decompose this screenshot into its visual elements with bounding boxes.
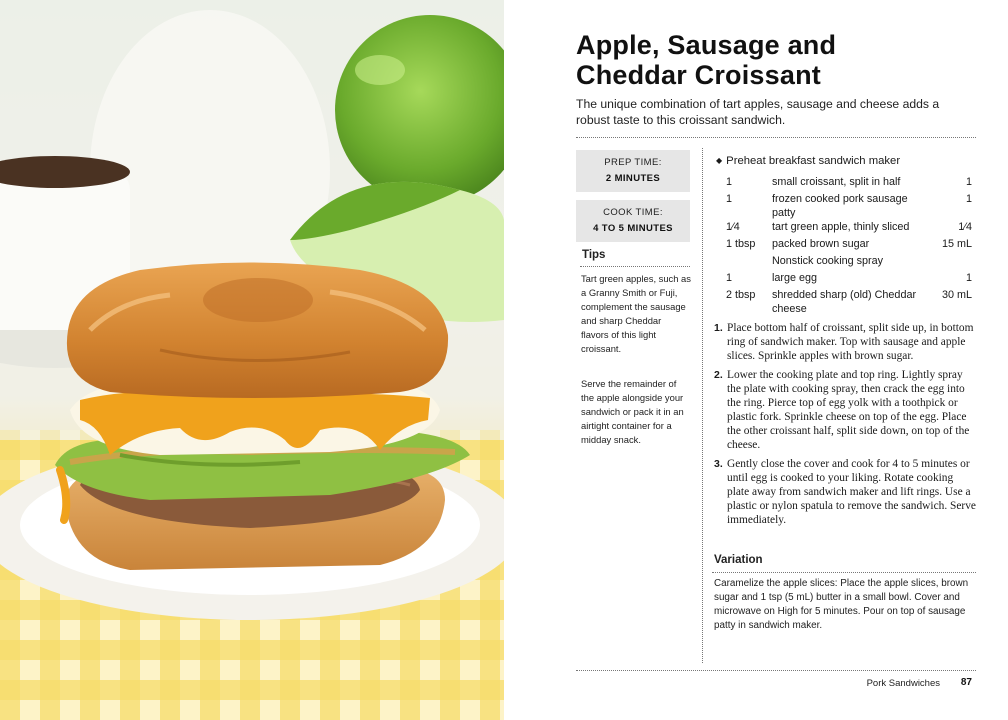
tips-divider xyxy=(580,266,690,267)
ingredient-name: frozen cooked pork sausage patty xyxy=(772,193,908,219)
cook-time-box xyxy=(576,200,690,242)
variation-heading: Variation xyxy=(714,554,763,566)
tip-paragraph: Tart green apples, such as a Granny Smith or Fuji, complement the sausage and sharp Cheddar flavors of this light croissant. xyxy=(581,273,691,354)
ingredient-metric-qty: 1 xyxy=(965,193,972,205)
ingredient-name: large egg xyxy=(772,272,818,284)
ingredient-name: tart green apple, thinly sliced xyxy=(772,221,910,233)
recipe-title xyxy=(576,30,976,90)
prep-time-label: PREP TIME: xyxy=(604,157,662,168)
step-number: 2. xyxy=(714,369,723,381)
ingredient-name: packed brown sugar xyxy=(772,238,870,250)
variation-divider xyxy=(712,572,976,573)
ingredient-name: small croissant, split in half xyxy=(772,176,901,188)
step-text: Lower the cooking plate and top ring. Lightly spray the plate with cooking spray, then crack the egg into the ring. Pierce top of egg yolk with a toothpick or plastic fork. Sprinkle cheese on top of the egg. Place the other croissant half, split side down, on top of the cheese. xyxy=(727,369,970,451)
ingredient-metric-qty: 30 mL xyxy=(941,289,972,301)
diamond-bullet-icon: ◆ xyxy=(716,156,723,165)
cook-time-label: COOK TIME: xyxy=(603,207,663,218)
ingredient-metric-qty xyxy=(928,254,972,271)
ingredient-us-qty: 1 tbsp xyxy=(726,238,756,250)
ingredient-row xyxy=(726,237,972,254)
header-divider xyxy=(576,137,976,138)
method-step xyxy=(714,368,976,452)
step-text: Gently close the cover and cook for 4 to 5 minutes or until egg is cooked to your liking. Rotate cooking plate away from sandwich maker and lift rings. Use a plastic or nylon spatula to remove the sandwich. Serve immediately. xyxy=(727,458,976,526)
footer-divider xyxy=(576,670,976,671)
ingredient-row xyxy=(726,288,972,316)
recipe-intro: The unique combination of tart apples, sausage and cheese adds a robust taste to this croissant sandwich. xyxy=(576,97,940,127)
ingredient-us-qty: 1 xyxy=(726,193,733,205)
ingredient-row xyxy=(726,271,972,288)
prep-time-value: 2 MINUTES xyxy=(605,173,661,184)
ingredient-metric-qty: 1 xyxy=(965,176,972,188)
page-number: 87 xyxy=(960,677,972,688)
ingredient-metric-qty: 15 mL xyxy=(941,238,972,250)
prep-time-box xyxy=(576,150,690,192)
tips-heading: Tips xyxy=(582,249,606,261)
ingredient-us-qty: 1⁄4 xyxy=(726,221,740,233)
tip-paragraph: Serve the remainder of the apple alongside your sandwich or pack it in an airtight container for a midday snack. xyxy=(581,378,684,445)
step-number: 1. xyxy=(714,322,723,334)
ingredient-row xyxy=(726,220,972,237)
recipe-page xyxy=(504,0,1008,720)
recipe-title-line-1: Apple, Sausage and xyxy=(576,30,837,60)
ingredient-row xyxy=(726,254,972,271)
method-step xyxy=(714,321,976,363)
equipment-text: Preheat breakfast sandwich maker xyxy=(726,155,901,167)
ingredient-row xyxy=(726,175,972,192)
step-text: Place bottom half of croissant, split side up, in bottom ring of sandwich maker. Top with sausage and apple slices. Sprinkle apples with brown sugar. xyxy=(727,322,974,362)
ingredient-us-qty: 1 xyxy=(726,272,733,284)
ingredient-us-qty: 2 tbsp xyxy=(726,289,756,301)
ingredient-us-qty: 1 xyxy=(726,176,733,188)
method-step xyxy=(714,457,976,527)
ingredient-metric-qty: 1⁄4 xyxy=(958,221,972,233)
ingredient-row xyxy=(726,192,972,220)
ingredient-metric-qty: 1 xyxy=(965,272,972,284)
cook-time-value: 4 TO 5 MINUTES xyxy=(593,223,673,234)
ingredient-us-qty xyxy=(726,254,772,271)
column-divider xyxy=(702,148,703,663)
recipe-title-line-2: Cheddar Croissant xyxy=(576,60,821,90)
step-number: 3. xyxy=(714,458,723,470)
equipment-line xyxy=(716,155,900,167)
ingredient-name: shredded sharp (old) Cheddar cheese xyxy=(772,289,917,315)
method-steps xyxy=(714,321,976,532)
variation-text: Caramelize the apple slices: Place the apple slices, brown sugar and 1 tsp (5 mL) butter in a small bowl. Cover and microwave on High for 5 minutes. Pour on top of sausage patty in sandwich maker. xyxy=(714,578,969,631)
footer-section-name: Pork Sandwiches xyxy=(866,678,940,689)
ingredients-table xyxy=(726,175,972,316)
ingredient-name: Nonstick cooking spray xyxy=(772,255,884,267)
